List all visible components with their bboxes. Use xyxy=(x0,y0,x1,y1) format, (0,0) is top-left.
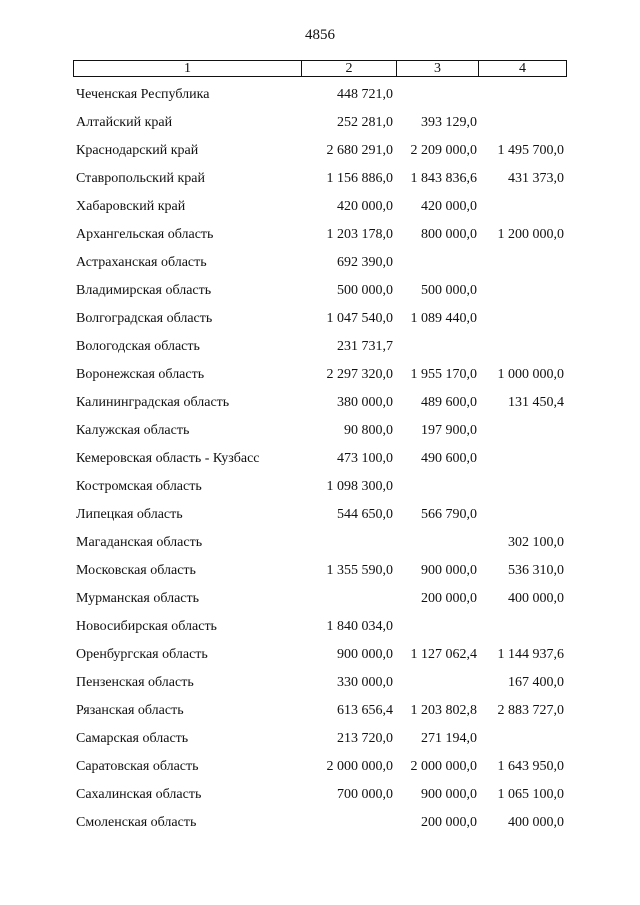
table-row xyxy=(73,361,567,389)
region-name-cell: Чеченская Республика xyxy=(76,87,210,102)
page-number: 4856 xyxy=(305,27,335,43)
value-cell-col2: 500 000,0 xyxy=(337,283,393,298)
table-row xyxy=(73,809,567,837)
value-cell-col4: 431 373,0 xyxy=(508,171,564,186)
value-cell-col3: 490 600,0 xyxy=(421,451,477,466)
value-cell-col3: 1 203 802,8 xyxy=(410,703,477,718)
region-name-cell: Магаданская область xyxy=(76,535,203,550)
table-row xyxy=(73,193,567,221)
value-cell-col2: 1 203 178,0 xyxy=(326,227,393,242)
region-name-cell: Самарская область xyxy=(76,731,189,746)
region-name-cell: Саратовская область xyxy=(76,759,199,774)
region-name-cell: Мурманская область xyxy=(76,591,200,606)
value-cell-col4: 131 450,4 xyxy=(508,395,564,410)
value-cell-col2: 544 650,0 xyxy=(337,507,393,522)
table-row xyxy=(73,753,567,781)
value-cell-col2: 1 840 034,0 xyxy=(326,619,393,634)
region-name-cell: Новосибирская область xyxy=(76,619,217,634)
value-cell-col4: 400 000,0 xyxy=(508,815,564,830)
value-cell-col4: 1 144 937,6 xyxy=(497,647,564,662)
region-name-cell: Липецкая область xyxy=(76,507,183,522)
value-cell-col3: 393 129,0 xyxy=(421,115,477,130)
region-name-cell: Московская область xyxy=(76,563,196,578)
value-cell-col4: 1 065 100,0 xyxy=(497,787,564,802)
value-cell-col3: 2 209 000,0 xyxy=(410,143,477,158)
table-row xyxy=(73,137,567,165)
region-name-cell: Владимирская область xyxy=(76,283,212,298)
value-cell-col2: 2 000 000,0 xyxy=(326,759,393,774)
value-cell-col3: 2 000 000,0 xyxy=(410,759,477,774)
region-name-cell: Астраханская область xyxy=(76,255,207,270)
region-name-cell: Кемеровская область - Кузбасс xyxy=(76,451,260,466)
region-name-cell: Калужская область xyxy=(76,423,190,438)
value-cell-col3: 1 127 062,4 xyxy=(410,647,477,662)
table-row xyxy=(73,305,567,333)
value-cell-col2: 692 390,0 xyxy=(337,255,393,270)
table-row xyxy=(73,641,567,669)
value-cell-col3: 1 843 836,6 xyxy=(410,171,477,186)
table-row xyxy=(73,165,567,193)
table-row xyxy=(73,725,567,753)
value-cell-col3: 500 000,0 xyxy=(421,283,477,298)
region-name-cell: Калининградская область xyxy=(76,395,230,410)
region-name-cell: Рязанская область xyxy=(76,703,184,718)
value-cell-col2: 613 656,4 xyxy=(337,703,393,718)
value-cell-col2: 1 047 540,0 xyxy=(326,311,393,326)
value-cell-col3: 1 089 440,0 xyxy=(410,311,477,326)
value-cell-col2: 473 100,0 xyxy=(337,451,393,466)
table-row xyxy=(73,389,567,417)
region-name-cell: Волгоградская область xyxy=(76,311,213,326)
column-header-2: 2 xyxy=(302,61,397,76)
region-name-cell: Архангельская область xyxy=(76,227,214,242)
region-name-cell: Оренбургская область xyxy=(76,647,208,662)
value-cell-col2: 90 800,0 xyxy=(344,423,393,438)
value-cell-col4: 1 643 950,0 xyxy=(497,759,564,774)
value-cell-col2: 1 156 886,0 xyxy=(326,171,393,186)
value-cell-col2: 448 721,0 xyxy=(337,87,393,102)
value-cell-col2: 900 000,0 xyxy=(337,647,393,662)
value-cell-col4: 1 200 000,0 xyxy=(497,227,564,242)
table-row xyxy=(73,333,567,361)
table-row xyxy=(73,221,567,249)
value-cell-col4: 167 400,0 xyxy=(508,675,564,690)
value-cell-col2: 330 000,0 xyxy=(337,675,393,690)
value-cell-col2: 700 000,0 xyxy=(337,787,393,802)
value-cell-col2: 2 680 291,0 xyxy=(326,143,393,158)
value-cell-col2: 420 000,0 xyxy=(337,199,393,214)
table-row xyxy=(73,557,567,585)
value-cell-col4: 1 495 700,0 xyxy=(497,143,564,158)
table-row xyxy=(73,417,567,445)
value-cell-col4: 536 310,0 xyxy=(508,563,564,578)
value-cell-col2: 213 720,0 xyxy=(337,731,393,746)
table-row xyxy=(73,697,567,725)
region-name-cell: Краснодарский край xyxy=(76,143,199,158)
column-header-4: 4 xyxy=(519,61,526,76)
value-cell-col4: 2 883 727,0 xyxy=(497,703,564,718)
value-cell-col3: 900 000,0 xyxy=(421,787,477,802)
region-name-cell: Хабаровский край xyxy=(76,199,186,214)
value-cell-col4: 1 000 000,0 xyxy=(497,367,564,382)
table-row xyxy=(73,277,567,305)
value-cell-col3: 197 900,0 xyxy=(421,423,477,438)
table-row xyxy=(73,529,567,557)
table-row xyxy=(73,781,567,809)
value-cell-col3: 900 000,0 xyxy=(421,563,477,578)
value-cell-col2: 252 281,0 xyxy=(337,115,393,130)
value-cell-col3: 800 000,0 xyxy=(421,227,477,242)
region-name-cell: Алтайский край xyxy=(76,115,173,130)
table-row xyxy=(73,501,567,529)
value-cell-col3: 566 790,0 xyxy=(421,507,477,522)
value-cell-col3: 489 600,0 xyxy=(421,395,477,410)
region-name-cell: Пензенская область xyxy=(76,675,194,690)
value-cell-col2: 231 731,7 xyxy=(337,339,393,354)
table-row xyxy=(73,249,567,277)
value-cell-col3: 200 000,0 xyxy=(421,591,477,606)
value-cell-col3: 1 955 170,0 xyxy=(410,367,477,382)
table-row xyxy=(73,445,567,473)
value-cell-col2: 1 098 300,0 xyxy=(326,479,393,494)
region-name-cell: Костромская область xyxy=(76,479,202,494)
value-cell-col2: 380 000,0 xyxy=(337,395,393,410)
region-name-cell: Вологодская область xyxy=(76,339,200,354)
value-cell-col2: 2 297 320,0 xyxy=(326,367,393,382)
value-cell-col3: 200 000,0 xyxy=(421,815,477,830)
table-header xyxy=(73,60,567,77)
value-cell-col4: 400 000,0 xyxy=(508,591,564,606)
table-row xyxy=(73,669,567,697)
table-row xyxy=(73,81,567,109)
column-header-1: 1 xyxy=(74,61,302,76)
column-header-3: 3 xyxy=(397,61,479,76)
value-cell-col3: 420 000,0 xyxy=(421,199,477,214)
region-name-cell: Ставропольский край xyxy=(76,171,205,186)
value-cell-col2: 1 355 590,0 xyxy=(326,563,393,578)
region-name-cell: Смоленская область xyxy=(76,815,197,830)
table-row xyxy=(73,109,567,137)
table-row xyxy=(73,473,567,501)
table-body xyxy=(73,81,567,837)
region-name-cell: Сахалинская область xyxy=(76,787,202,802)
value-cell-col3: 271 194,0 xyxy=(421,731,477,746)
value-cell-col4: 302 100,0 xyxy=(508,535,564,550)
appropriations-table xyxy=(73,60,567,837)
region-name-cell: Воронежская область xyxy=(76,367,205,382)
table-row xyxy=(73,613,567,641)
table-row xyxy=(73,585,567,613)
